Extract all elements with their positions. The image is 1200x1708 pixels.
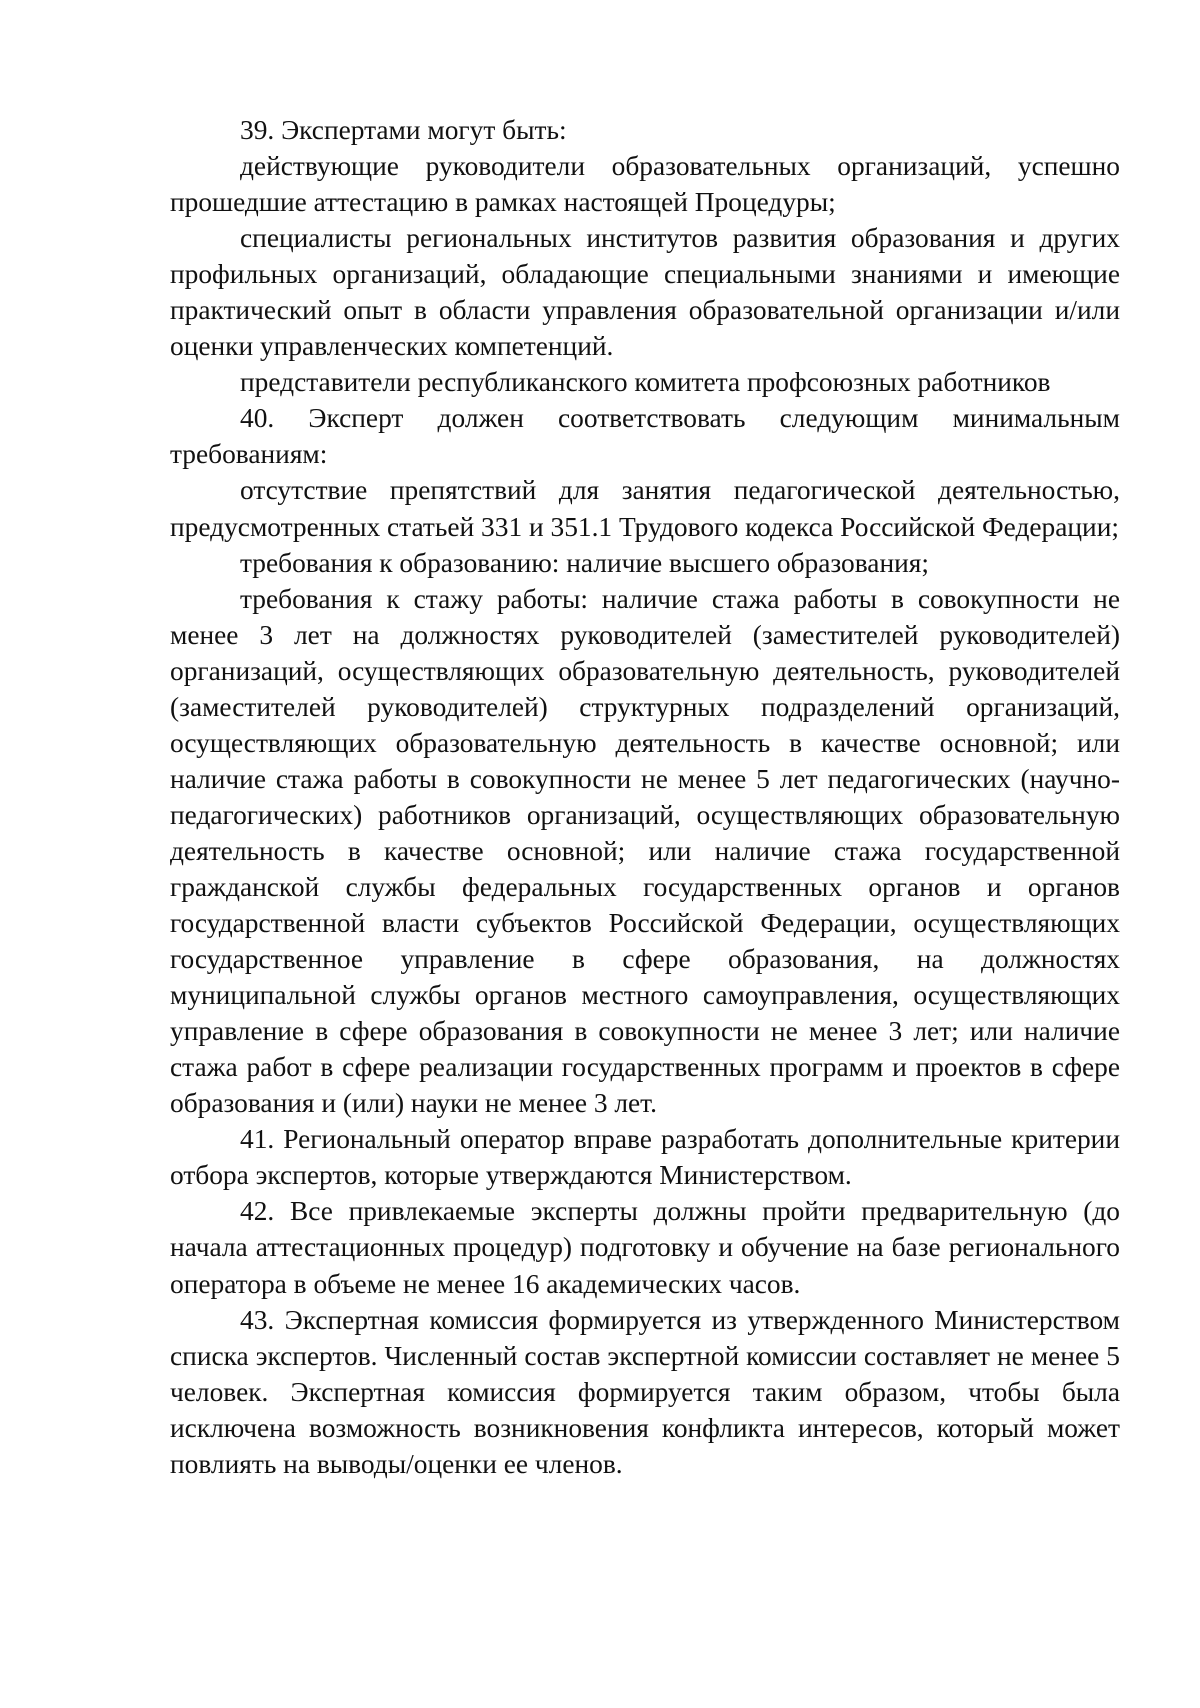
paragraph-education-requirement: требования к образованию: наличие высшего образования; xyxy=(240,547,929,578)
paragraph-item-39-intro: 39. Экспертами могут быть: xyxy=(240,115,567,145)
paragraph-union-representatives: представители республиканского комитета профсоюзных работников xyxy=(240,367,1051,398)
paragraph-no-obstacles: отсутствие препятствий для занятия педагогической деятельностью, предусмотренных статьей 331 и 351.1 Трудового кодекса Российской Федерации; xyxy=(170,475,1120,542)
paragraph-item-40-requirements: 40. Эксперт должен соответствовать следующим минимальным требованиям: xyxy=(170,403,1120,470)
paragraph-experience-requirement: требования к стажу работы: наличие стажа работы в совокупности не менее 3 лет на должностях руководителей (заместителей руководителей) организаций, осуществляющих образовательную деятельность, руководителей (заместителей руководителей) структурных подразделений организаций, осуществляющих образовательную деятельность в качестве основной; или наличие стажа работы в совокупности не менее 5 лет педагогических (научно-педагогических) работников организаций, осуществляющих образовательную деятельность в качестве основной; или наличие стажа государственной гражданской службы федеральных государственных органов и органов государственной власти субъектов Российской Федерации, осуществляющих государственное управление в сфере образования, на должностях муниципальной службы органов местного самоуправления, осуществляющих управление в сфере образования в совокупности не менее 3 лет; или наличие стажа работ в сфере реализации государственных программ и проектов в сфере образования и (или) науки не менее 3 лет. xyxy=(170,583,1120,1119)
paragraph-item-43-commission: 43. Экспертная комиссия формируется из утвержденного Министерством списка экспертов. Численный состав экспертной комиссии составляет не менее 5 человек. Экспертная комиссия формируется таким образом, чтобы была исключена возможность возникновения конфликта интересов, который может повлиять на выводы/оценки ее членов. xyxy=(170,1304,1120,1479)
paragraph-regional-specialists: специалисты региональных институтов развития образования и других профильных организаций, обладающие специальными знаниями и имеющие практический опыт в области управления образовательной организации и/или оценки управленческих компетенций. xyxy=(170,223,1120,362)
paragraph-current-leaders: действующие руководители образовательных организаций, успешно прошедшие аттестацию в рамках настоящей Процедуры; xyxy=(170,151,1120,218)
paragraph-item-41-criteria: 41. Региональный оператор вправе разработать дополнительные критерии отбора экспертов, которые утверждаются Министерством. xyxy=(170,1124,1120,1191)
paragraph-item-42-training: 42. Все привлекаемые эксперты должны пройти предварительную (до начала аттестационных процедур) подготовку и обучение на базе регионального оператора в объеме не менее 16 академических часов. xyxy=(170,1196,1120,1299)
document-body xyxy=(170,112,1120,1482)
